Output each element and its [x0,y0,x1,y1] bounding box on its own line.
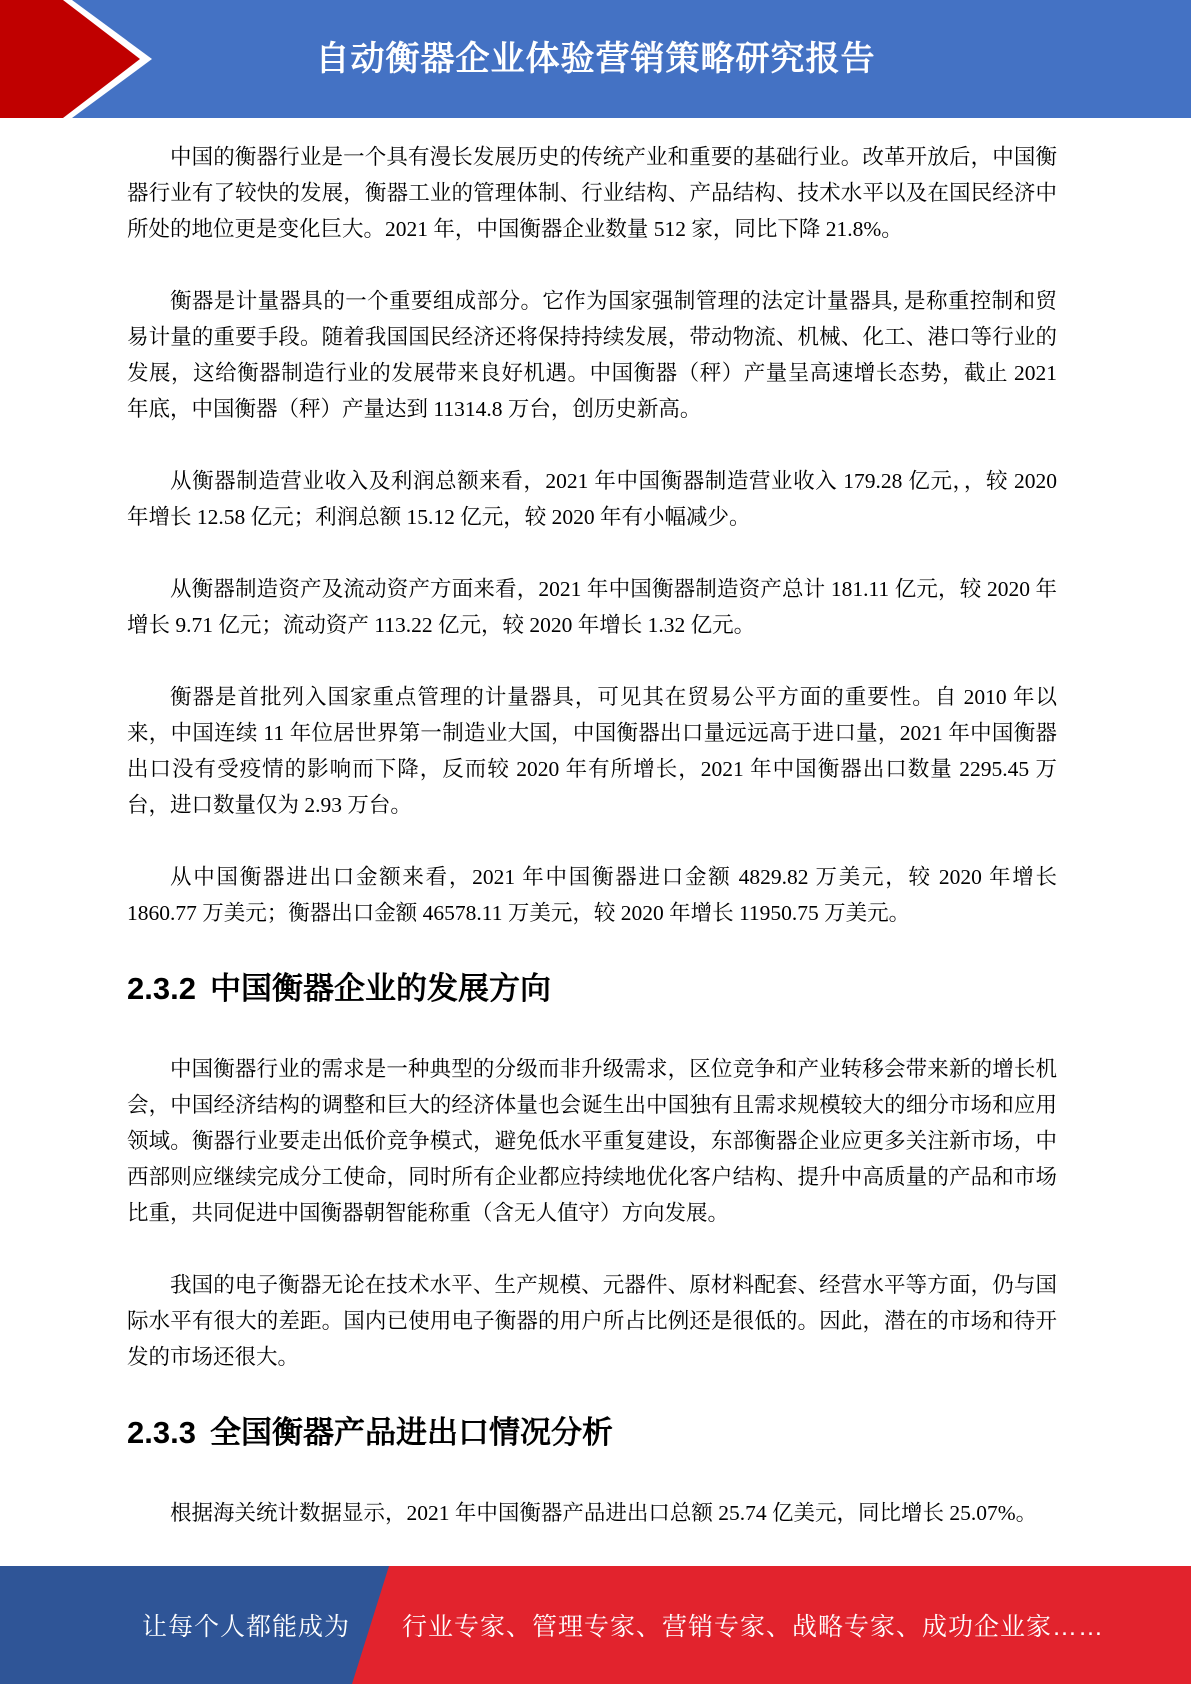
section-title: 全国衡器产品进出口情况分析 [209,1415,613,1450]
paragraph: 根据海关统计数据显示，2021 年中国衡器产品进出口总额 25.74 亿美元，同比增长 25.07%。 [170,1501,1038,1525]
header-bar [0,0,1191,118]
section-number: 2.3.2 [127,971,196,1006]
footer-slogan-left: 让每个人都能成为 [141,1613,350,1641]
paragraph: 我国的电子衡器无论在技术水平、生产规模、元器件、原材料配套、经营水平等方面，仍与国际水平有很大的差距。国内已使用电子衡器的用户所占比例还是很低的。因此，潜在的市场和待开发的市场还很大。 [127,1273,1057,1369]
section-heading-2-3-3 [127,1411,1057,1455]
report-title: 自动衡器企业体验营销策略研究报告 [315,39,876,78]
paragraph: 中国的衡器行业是一个具有漫长发展历史的传统产业和重要的基础行业。改革开放后，中国衡器行业有了较快的发展，衡器工业的管理体制、行业结构、产品结构、技术水平以及在国民经济中所处的地位更是变化巨大。2021 年，中国衡器企业数量 512 家，同比下降 21.8%。 [127,145,1057,241]
paragraph: 衡器是首批列入国家重点管理的计量器具，可见其在贸易公平方面的重要性。自 2010 年以来，中国连续 11 年位居世界第一制造业大国，中国衡器出口量远远高于进口量，2021 年中国衡器出口没有受疫情的影响而下降，反而较 2020 年有所增长，2021 年中国衡器出口数量 2295.45 万台，进口数量仅为 2.93 万台。 [127,685,1057,817]
footer-bar [0,1566,1191,1684]
section-heading-2-3-2 [127,967,1057,1011]
paragraph: 中国衡器行业的需求是一种典型的分级而非升级需求，区位竞争和产业转移会带来新的增长机会，中国经济结构的调整和巨大的经济体量也会诞生出中国独有且需求规模较大的细分市场和应用领域。衡器行业要走出低价竞争模式，避免低水平重复建设，东部衡器企业应更多关注新市场，中西部则应继续完成分工使命，同时所有企业都应持续地优化客户结构、提升中高质量的产品和市场比重，共同促进中国衡器朝智能称重（含无人值守）方向发展。 [127,1057,1057,1225]
paragraph: 衡器是计量器具的一个重要组成部分。它作为国家强制管理的法定计量器具, 是称重控制和贸易计量的重要手段。随着我国国民经济还将保持持续发展，带动物流、机械、化工、港口等行业的发展，这给衡器制造行业的发展带来良好机遇。中国衡器（秤）产量呈高速增长态势，截止 2021 年底，中国衡器（秤）产量达到 11314.8 万台，创历史新高。 [127,289,1057,421]
document-body [127,139,1057,1599]
paragraph: 从中国衡器进出口金额来看，2021 年中国衡器进口金额 4829.82 万美元，较 2020 年增长 1860.77 万美元；衡器出口金额 46578.11 万美元，较 2020 年增长 11950.75 万美元。 [127,865,1057,925]
paragraph: 从衡器制造资产及流动资产方面来看，2021 年中国衡器制造资产总计 181.11 亿元，较 2020 年增长 9.71 亿元；流动资产 113.22 亿元，较 2020 年增长 1.32 亿元。 [127,577,1057,637]
section-title: 中国衡器企业的发展方向 [209,971,551,1006]
paragraph: 从衡器制造营业收入及利润总额来看，2021 年中国衡器制造营业收入 179.28 亿元，，较 2020 年增长 12.58 亿元；利润总额 15.12 亿元，较 2020 年有小幅减少。 [127,469,1057,529]
footer-slogan-right: 行业专家、管理专家、营销专家、战略专家、成功企业家…… [402,1613,1105,1641]
section-number: 2.3.3 [127,1415,196,1450]
